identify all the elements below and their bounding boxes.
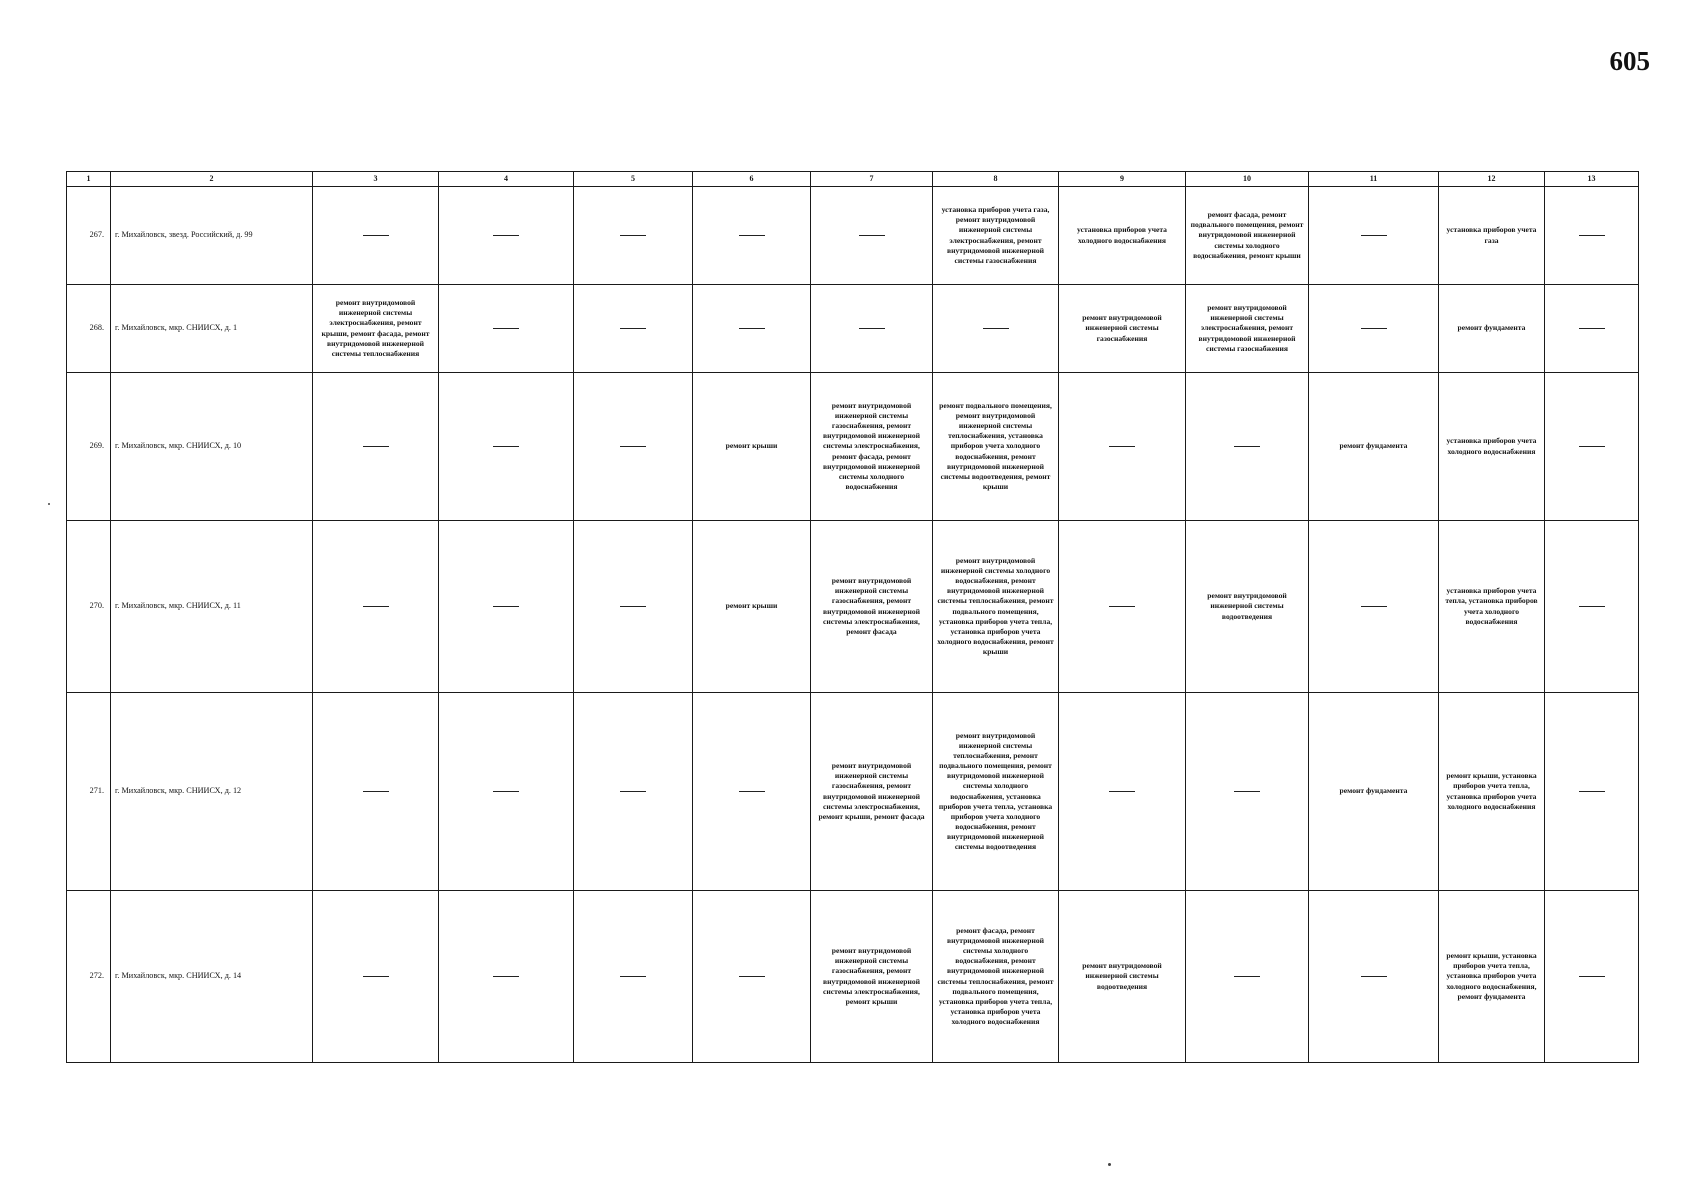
column-number: 5 xyxy=(574,172,693,187)
work-cell xyxy=(574,373,693,521)
column-number: 3 xyxy=(313,172,439,187)
work-cell: ремонт фасада, ремонт внутридомовой инженерной системы холодного водоснабжения, ремонт внутридомовой инженерной системы теплоснабжения, ремонт подвального помещения, установка приборов учета тепла, установка приборов учета холодного водоснабжения xyxy=(933,891,1059,1063)
work-cell xyxy=(574,891,693,1063)
work-cell xyxy=(1309,891,1439,1063)
repair-schedule-table xyxy=(66,171,1639,1063)
empty-dash xyxy=(739,235,765,236)
work-cell: ремонт внутридомовой инженерной системы электроснабжения, ремонт внутридомовой инженерной системы газоснабжения xyxy=(1186,285,1309,373)
column-number: 1 xyxy=(67,172,111,187)
work-cell xyxy=(1059,521,1186,693)
empty-dash xyxy=(493,235,519,236)
work-cell: ремонт внутридомовой инженерной системы водоотведения xyxy=(1186,521,1309,693)
empty-dash xyxy=(363,606,389,607)
work-cell xyxy=(1059,693,1186,891)
work-cell xyxy=(574,521,693,693)
house-address: г. Михайловск, мкр. СНИИСХ, д. 12 xyxy=(111,693,313,891)
row-number: 271. xyxy=(67,693,111,891)
empty-dash xyxy=(983,328,1009,329)
empty-dash xyxy=(493,976,519,977)
work-cell: ремонт внутридомовой инженерной системы газоснабжения, ремонт внутридомовой инженерной системы электроснабжения, ремонт крыши, ремонт фасада xyxy=(811,693,933,891)
work-cell xyxy=(1545,373,1639,521)
work-cell xyxy=(1309,285,1439,373)
empty-dash xyxy=(1579,791,1605,792)
empty-dash xyxy=(363,446,389,447)
work-cell xyxy=(1545,693,1639,891)
empty-dash xyxy=(620,235,646,236)
empty-dash xyxy=(363,235,389,236)
work-cell: ремонт фундамента xyxy=(1309,373,1439,521)
table-row xyxy=(67,891,1639,1063)
work-cell xyxy=(693,891,811,1063)
work-cell xyxy=(439,187,574,285)
row-number: 270. xyxy=(67,521,111,693)
work-cell xyxy=(439,373,574,521)
empty-dash xyxy=(620,606,646,607)
house-address: г. Михайловск, мкр. СНИИСХ, д. 1 xyxy=(111,285,313,373)
work-cell: ремонт крыши xyxy=(693,521,811,693)
work-cell xyxy=(1186,891,1309,1063)
row-number: 272. xyxy=(67,891,111,1063)
work-cell xyxy=(811,187,933,285)
work-cell xyxy=(1059,373,1186,521)
row-number: 268. xyxy=(67,285,111,373)
empty-dash xyxy=(859,328,885,329)
work-cell: ремонт крыши, установка приборов учета тепла, установка приборов учета холодного водоснабжения, ремонт фундамента xyxy=(1439,891,1545,1063)
empty-dash xyxy=(620,976,646,977)
empty-dash xyxy=(620,791,646,792)
empty-dash xyxy=(1579,235,1605,236)
work-cell xyxy=(313,891,439,1063)
empty-dash xyxy=(739,791,765,792)
empty-dash xyxy=(493,606,519,607)
work-cell xyxy=(313,693,439,891)
table-row xyxy=(67,521,1639,693)
empty-dash xyxy=(859,235,885,236)
work-cell: ремонт внутридомовой инженерной системы газоснабжения xyxy=(1059,285,1186,373)
work-cell: установка приборов учета тепла, установка приборов учета холодного водоснабжения xyxy=(1439,521,1545,693)
empty-dash xyxy=(1234,446,1260,447)
empty-dash xyxy=(1361,976,1387,977)
empty-dash xyxy=(363,791,389,792)
work-cell: ремонт внутридомовой инженерной системы холодного водоснабжения, ремонт внутридомовой инженерной системы теплоснабжения, ремонт подвального помещения, установка приборов учета тепла, установка приборов учета холодного водоснабжения, ремонт крыши xyxy=(933,521,1059,693)
column-number: 9 xyxy=(1059,172,1186,187)
column-number: 2 xyxy=(111,172,313,187)
work-cell xyxy=(1186,693,1309,891)
column-number: 11 xyxy=(1309,172,1439,187)
column-number: 4 xyxy=(439,172,574,187)
empty-dash xyxy=(1234,976,1260,977)
column-number: 6 xyxy=(693,172,811,187)
empty-dash xyxy=(620,328,646,329)
work-cell: ремонт внутридомовой инженерной системы водоотведения xyxy=(1059,891,1186,1063)
house-address: г. Михайловск, мкр. СНИИСХ, д. 10 xyxy=(111,373,313,521)
work-cell xyxy=(693,187,811,285)
empty-dash xyxy=(493,791,519,792)
empty-dash xyxy=(739,328,765,329)
work-cell: ремонт фундамента xyxy=(1439,285,1545,373)
empty-dash xyxy=(493,328,519,329)
work-cell xyxy=(439,285,574,373)
work-cell: установка приборов учета холодного водоснабжения xyxy=(1439,373,1545,521)
scan-speck xyxy=(48,503,50,505)
empty-dash xyxy=(620,446,646,447)
column-number: 13 xyxy=(1545,172,1639,187)
column-number-header-row xyxy=(67,172,1639,187)
empty-dash xyxy=(1361,235,1387,236)
empty-dash xyxy=(1361,606,1387,607)
work-cell: ремонт крыши, установка приборов учета тепла, установка приборов учета холодного водоснабжения xyxy=(1439,693,1545,891)
work-cell: ремонт внутридомовой инженерной системы электроснабжения, ремонт крыши, ремонт фасада, ремонт внутридомовой инженерной системы теплоснабжения xyxy=(313,285,439,373)
empty-dash xyxy=(1579,606,1605,607)
work-cell xyxy=(1309,187,1439,285)
empty-dash xyxy=(739,976,765,977)
work-cell xyxy=(811,285,933,373)
column-number: 8 xyxy=(933,172,1059,187)
work-cell: ремонт внутридомовой инженерной системы теплоснабжения, ремонт подвального помещения, ремонт внутридомовой инженерной системы холодного водоснабжения, установка приборов учета тепла, установка приборов учета холодного водоснабжения, ремонт внутридомовой инженерной системы водоотведения xyxy=(933,693,1059,891)
table-row xyxy=(67,187,1639,285)
table-row xyxy=(67,373,1639,521)
work-cell xyxy=(313,187,439,285)
empty-dash xyxy=(363,976,389,977)
work-cell: ремонт фасада, ремонт подвального помещения, ремонт внутридомовой инженерной системы холодного водоснабжения, ремонт крыши xyxy=(1186,187,1309,285)
empty-dash xyxy=(1109,791,1135,792)
empty-dash xyxy=(1579,446,1605,447)
empty-dash xyxy=(1579,328,1605,329)
work-cell xyxy=(439,693,574,891)
row-number: 269. xyxy=(67,373,111,521)
empty-dash xyxy=(1579,976,1605,977)
work-cell xyxy=(1545,521,1639,693)
empty-dash xyxy=(1234,791,1260,792)
work-cell xyxy=(693,285,811,373)
work-cell: ремонт крыши xyxy=(693,373,811,521)
column-number: 12 xyxy=(1439,172,1545,187)
work-cell: ремонт фундамента xyxy=(1309,693,1439,891)
work-cell xyxy=(933,285,1059,373)
column-number: 7 xyxy=(811,172,933,187)
work-cell xyxy=(1545,891,1639,1063)
work-cell xyxy=(574,693,693,891)
work-cell: установка приборов учета газа, ремонт внутридомовой инженерной системы электроснабжения, ремонт внутридомовой инженерной системы газоснабжения xyxy=(933,187,1059,285)
empty-dash xyxy=(1109,606,1135,607)
work-cell: установка приборов учета холодного водоснабжения xyxy=(1059,187,1186,285)
work-cell: ремонт внутридомовой инженерной системы газоснабжения, ремонт внутридомовой инженерной системы электроснабжения, ремонт фасада xyxy=(811,521,933,693)
page-number: 605 xyxy=(1609,46,1650,76)
column-number: 10 xyxy=(1186,172,1309,187)
empty-dash xyxy=(1109,446,1135,447)
empty-dash xyxy=(493,446,519,447)
work-cell xyxy=(1545,285,1639,373)
work-cell xyxy=(1545,187,1639,285)
house-address: г. Михайловск, мкр. СНИИСХ, д. 14 xyxy=(111,891,313,1063)
work-cell xyxy=(574,285,693,373)
work-cell: установка приборов учета газа xyxy=(1439,187,1545,285)
table-row xyxy=(67,693,1639,891)
house-address: г. Михайловск, звезд. Российский, д. 99 xyxy=(111,187,313,285)
work-cell xyxy=(439,891,574,1063)
row-number: 267. xyxy=(67,187,111,285)
house-address: г. Михайловск, мкр. СНИИСХ, д. 11 xyxy=(111,521,313,693)
work-cell: ремонт внутридомовой инженерной системы газоснабжения, ремонт внутридомовой инженерной системы электроснабжения, ремонт крыши xyxy=(811,891,933,1063)
empty-dash xyxy=(1361,328,1387,329)
work-cell xyxy=(1309,521,1439,693)
work-cell xyxy=(313,373,439,521)
work-cell xyxy=(574,187,693,285)
work-cell xyxy=(693,693,811,891)
scan-speck xyxy=(1108,1163,1111,1166)
work-cell: ремонт подвального помещения, ремонт внутридомовой инженерной системы теплоснабжения, установка приборов учета холодного водоснабжения, ремонт внутридомовой инженерной системы водоотведения, ремонт крыши xyxy=(933,373,1059,521)
work-cell xyxy=(1186,373,1309,521)
table-row xyxy=(67,285,1639,373)
work-cell: ремонт внутридомовой инженерной системы газоснабжения, ремонт внутридомовой инженерной системы электроснабжения, ремонт фасада, ремонт внутридомовой инженерной системы холодного водоснабжения xyxy=(811,373,933,521)
work-cell xyxy=(439,521,574,693)
work-cell xyxy=(313,521,439,693)
